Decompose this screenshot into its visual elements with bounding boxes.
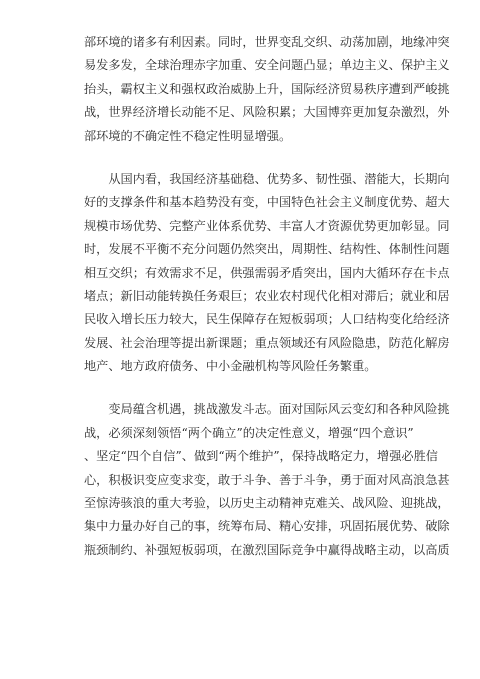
text-line: 从国内看，我国经济基础稳、优势多、韧性强、潜能大，长期向 xyxy=(84,171,450,186)
text-line: 瓶颈制约、补强短板弱项，在激烈国际竞争中赢得战略主动，以高质 xyxy=(84,542,450,557)
document-body xyxy=(84,31,450,562)
paragraph-1 xyxy=(84,31,450,148)
text-line: 好的支撑条件和基本趋势没有变，中国特色社会主义制度优势、超大 xyxy=(84,195,450,210)
text-line: 地产、地方政府债务、中小金融机构等风险任务繁重。 xyxy=(84,359,377,374)
paragraph-2 xyxy=(84,168,450,379)
text-line: 战，世界经济增长动能不足、风险积累；大国博弈更加复杂激烈，外 xyxy=(84,105,450,120)
text-line: 民收入增长压力较大，民生保障存在短板弱项；人口结构变化给经济 xyxy=(84,312,450,327)
text-line: 至惊涛骇浪的重大考验，以历史主动精神克难关、战风险、迎挑战， xyxy=(84,496,450,511)
text-line: 心，积极识变应变求变，敢于斗争、善于斗争，勇于面对风高浪急甚 xyxy=(84,472,450,487)
text-line: 规模市场优势、完整产业体系优势、丰富人才资源优势更加彰显。同 xyxy=(84,218,450,233)
text-line: 易发多发，全球治理赤字加重、安全问题凸显；单边主义、保护主义 xyxy=(84,58,450,73)
text-line: 发展、社会治理等提出新课题；重点领域还有风险隐患，防范化解房 xyxy=(84,335,450,350)
paragraph-3 xyxy=(84,398,450,562)
text-line: 时，发展不平衡不充分问题仍然突出，周期性、结构性、体制性问题 xyxy=(84,242,450,257)
text-line: 相互交织；有效需求不足，供强需弱矛盾突出，国内大循环存在卡点 xyxy=(84,265,450,280)
text-line: 堵点；新旧动能转换任务艰巨；农业农村现代化相对滞后；就业和居 xyxy=(84,288,450,303)
text-line: 战，必须深刻领悟“两个确立”的决定性意义，增强“四个意识” xyxy=(84,425,414,440)
text-line: 集中力量办好自己的事，统筹布局、精心安排，巩固拓展优势、破除 xyxy=(84,519,450,534)
paragraph-spacing xyxy=(84,148,400,168)
text-line: 部环境的不确定性不稳定性明显增强。 xyxy=(84,128,292,143)
text-line: 部环境的诸多有利因素。同时，世界变乱交织、动荡加剧，地缘冲突 xyxy=(84,35,450,49)
text-line: 、坚定“四个自信”、做到“两个维护”，保持战略定力，增强必胜信 xyxy=(84,449,438,464)
paragraph-spacing xyxy=(84,378,400,398)
text-line: 抬头，霸权主义和强权政治威胁上升，国际经济贸易秩序遭到严峻挑 xyxy=(84,81,450,96)
text-line: 变局蕴含机遇，挑战激发斗志。面对国际风云变幻和各种风险挑 xyxy=(84,402,450,417)
